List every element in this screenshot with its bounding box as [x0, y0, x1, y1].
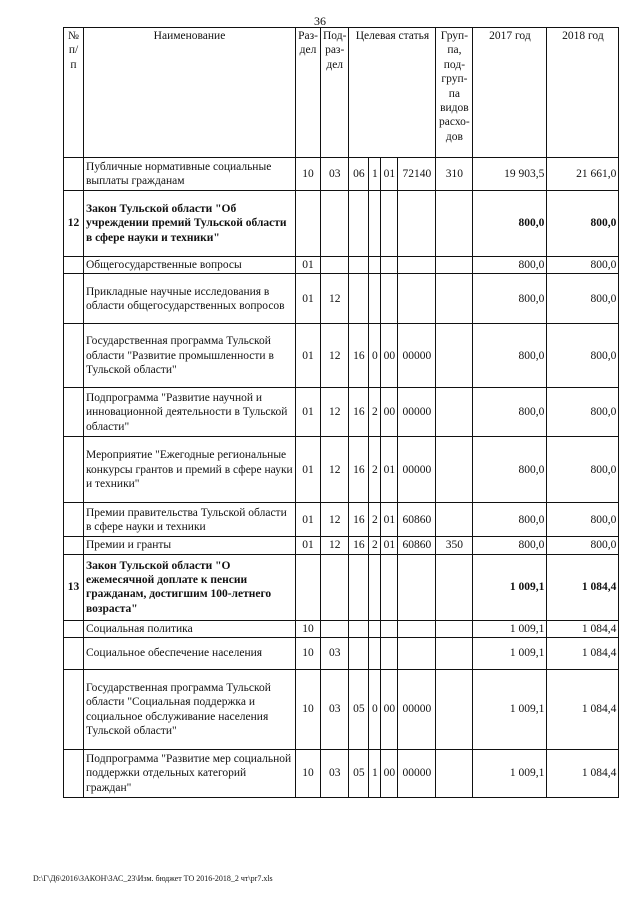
- row-podrazdel: 03: [321, 158, 349, 191]
- row-expense-group: [436, 324, 473, 388]
- row-2018: 21 661,0: [547, 158, 619, 191]
- table-row: [64, 274, 619, 324]
- row-target-program: 16: [349, 437, 369, 503]
- row-target-program: 16: [349, 537, 369, 554]
- table-row: [64, 437, 619, 503]
- row-2018: 1 084,4: [547, 670, 619, 750]
- table-row: [64, 158, 619, 191]
- header-num: № п/п: [64, 28, 84, 158]
- budget-table: [63, 27, 619, 798]
- row-name: Премии правительства Тульской области в сфере науки и техники: [84, 503, 296, 537]
- table-row: [64, 503, 619, 537]
- row-target-direction: 00000: [398, 324, 436, 388]
- row-target-direction: [398, 620, 436, 637]
- row-name: Публичные нормативные социальные выплаты гражданам: [84, 158, 296, 191]
- row-2017: 800,0: [473, 537, 547, 554]
- row-razdel: 10: [296, 638, 321, 670]
- row-num: [64, 620, 84, 637]
- row-target-direction: [398, 257, 436, 274]
- row-target-program: 05: [349, 670, 369, 750]
- row-2017: 800,0: [473, 191, 547, 257]
- row-podrazdel: 03: [321, 670, 349, 750]
- row-2018: 1 084,4: [547, 750, 619, 798]
- table-header-row: [64, 28, 619, 158]
- row-expense-group: [436, 670, 473, 750]
- row-target-subprogram: 0: [369, 670, 381, 750]
- row-target-direction: [398, 554, 436, 620]
- row-num: [64, 537, 84, 554]
- row-num: 13: [64, 554, 84, 620]
- row-razdel: 10: [296, 158, 321, 191]
- row-num: [64, 388, 84, 437]
- row-target-direction: 00000: [398, 670, 436, 750]
- row-target-direction: [398, 274, 436, 324]
- row-name: Государственная программа Тульской области "Развитие промышленности в Тульской области": [84, 324, 296, 388]
- table-row: [64, 191, 619, 257]
- row-2017: 19 903,5: [473, 158, 547, 191]
- row-target-subprogram: 2: [369, 437, 381, 503]
- row-target-measure: 00: [381, 750, 398, 798]
- row-2017: 800,0: [473, 437, 547, 503]
- row-2017: 800,0: [473, 503, 547, 537]
- row-num: [64, 437, 84, 503]
- row-num: [64, 638, 84, 670]
- row-num: [64, 503, 84, 537]
- page-number: 36: [314, 14, 326, 28]
- row-target-measure: [381, 554, 398, 620]
- row-target-direction: 60860: [398, 503, 436, 537]
- row-podrazdel: 12: [321, 437, 349, 503]
- row-expense-group: [436, 750, 473, 798]
- row-target-direction: 72140: [398, 158, 436, 191]
- row-target-subprogram: 2: [369, 388, 381, 437]
- row-expense-group: [436, 620, 473, 637]
- row-2017: 800,0: [473, 388, 547, 437]
- row-target-measure: 00: [381, 670, 398, 750]
- header-2017: 2017 год: [473, 28, 547, 158]
- row-expense-group: [436, 554, 473, 620]
- row-2018: 800,0: [547, 537, 619, 554]
- header-expense-group: Груп-па, под-груп-па видов расхо-дов: [436, 28, 473, 158]
- row-expense-group: [436, 257, 473, 274]
- row-podrazdel: 12: [321, 324, 349, 388]
- row-2018: 1 084,4: [547, 620, 619, 637]
- row-target-measure: 00: [381, 388, 398, 437]
- row-target-subprogram: [369, 191, 381, 257]
- row-target-measure: 01: [381, 503, 398, 537]
- header-name: Наименование: [84, 28, 296, 158]
- row-target-program: 16: [349, 503, 369, 537]
- header-razdel: Раз-дел: [296, 28, 321, 158]
- row-target-subprogram: [369, 620, 381, 637]
- row-name: Прикладные научные исследования в области общегосударственных вопросов: [84, 274, 296, 324]
- table-row: [64, 638, 619, 670]
- row-podrazdel: [321, 620, 349, 637]
- row-2017: 1 009,1: [473, 750, 547, 798]
- row-podrazdel: [321, 257, 349, 274]
- table-row: [64, 670, 619, 750]
- row-expense-group: [436, 437, 473, 503]
- row-razdel: 10: [296, 620, 321, 637]
- row-target-measure: 01: [381, 158, 398, 191]
- row-target-measure: 01: [381, 437, 398, 503]
- row-target-measure: [381, 620, 398, 637]
- row-target-measure: [381, 191, 398, 257]
- row-target-subprogram: [369, 274, 381, 324]
- header-podrazdel: Под-раз-дел: [321, 28, 349, 158]
- table-row: [64, 537, 619, 554]
- row-2018: 1 084,4: [547, 554, 619, 620]
- row-num: [64, 257, 84, 274]
- row-expense-group: 310: [436, 158, 473, 191]
- row-podrazdel: 12: [321, 503, 349, 537]
- row-target-program: [349, 274, 369, 324]
- row-expense-group: [436, 638, 473, 670]
- row-2018: 1 084,4: [547, 638, 619, 670]
- row-name: Социальное обеспечение населения: [84, 638, 296, 670]
- row-target-direction: 00000: [398, 750, 436, 798]
- row-2018: 800,0: [547, 257, 619, 274]
- row-target-program: 06: [349, 158, 369, 191]
- row-target-program: [349, 620, 369, 637]
- row-target-program: 05: [349, 750, 369, 798]
- row-2017: 1 009,1: [473, 554, 547, 620]
- row-razdel: 10: [296, 750, 321, 798]
- row-target-measure: 01: [381, 537, 398, 554]
- table-row: [64, 388, 619, 437]
- row-razdel: 01: [296, 503, 321, 537]
- row-target-measure: 00: [381, 324, 398, 388]
- row-target-subprogram: [369, 257, 381, 274]
- row-2017: 800,0: [473, 324, 547, 388]
- row-target-subprogram: 0: [369, 324, 381, 388]
- row-num: [64, 274, 84, 324]
- row-target-subprogram: 1: [369, 750, 381, 798]
- row-2018: 800,0: [547, 274, 619, 324]
- row-podrazdel: 12: [321, 537, 349, 554]
- row-target-direction: 00000: [398, 388, 436, 437]
- row-razdel: [296, 191, 321, 257]
- row-target-measure: [381, 274, 398, 324]
- row-razdel: 01: [296, 437, 321, 503]
- row-num: 12: [64, 191, 84, 257]
- table-row: [64, 620, 619, 637]
- row-razdel: 01: [296, 324, 321, 388]
- row-target-program: [349, 257, 369, 274]
- row-name: Премии и гранты: [84, 537, 296, 554]
- row-expense-group: 350: [436, 537, 473, 554]
- row-podrazdel: [321, 191, 349, 257]
- row-razdel: 01: [296, 274, 321, 324]
- row-expense-group: [436, 191, 473, 257]
- row-name: Мероприятие "Ежегодные региональные конкурсы грантов и премий в сфере науки и техники": [84, 437, 296, 503]
- row-target-program: 16: [349, 388, 369, 437]
- row-razdel: 01: [296, 257, 321, 274]
- row-target-direction: 00000: [398, 437, 436, 503]
- row-name: Социальная политика: [84, 620, 296, 637]
- row-podrazdel: 03: [321, 750, 349, 798]
- row-target-program: 16: [349, 324, 369, 388]
- row-target-subprogram: 2: [369, 537, 381, 554]
- row-podrazdel: 03: [321, 638, 349, 670]
- row-num: [64, 750, 84, 798]
- header-target-article: Целевая статья: [349, 28, 436, 158]
- row-2018: 800,0: [547, 324, 619, 388]
- row-name: Подпрограмма "Развитие мер социальной поддержки отдельных категорий граждан": [84, 750, 296, 798]
- row-2017: 1 009,1: [473, 620, 547, 637]
- row-razdel: [296, 554, 321, 620]
- row-2018: 800,0: [547, 388, 619, 437]
- row-expense-group: [436, 503, 473, 537]
- row-2017: 800,0: [473, 274, 547, 324]
- row-target-program: [349, 638, 369, 670]
- row-2018: 800,0: [547, 191, 619, 257]
- row-target-direction: [398, 638, 436, 670]
- row-expense-group: [436, 388, 473, 437]
- row-target-direction: 60860: [398, 537, 436, 554]
- row-target-program: [349, 191, 369, 257]
- row-name: Общегосударственные вопросы: [84, 257, 296, 274]
- row-2018: 800,0: [547, 437, 619, 503]
- row-target-subprogram: [369, 638, 381, 670]
- row-podrazdel: [321, 554, 349, 620]
- row-target-program: [349, 554, 369, 620]
- row-num: [64, 158, 84, 191]
- row-2017: 1 009,1: [473, 638, 547, 670]
- table-row: [64, 750, 619, 798]
- row-2017: 800,0: [473, 257, 547, 274]
- row-razdel: 01: [296, 537, 321, 554]
- row-target-direction: [398, 191, 436, 257]
- row-name: Закон Тульской области "О ежемесячной доплате к пенсии гражданам, достигшим 100-летнего возраста": [84, 554, 296, 620]
- row-num: [64, 324, 84, 388]
- row-target-measure: [381, 257, 398, 274]
- row-name: Подпрограмма "Развитие научной и инновационной деятельности в Тульской области": [84, 388, 296, 437]
- row-target-subprogram: 1: [369, 158, 381, 191]
- row-podrazdel: 12: [321, 274, 349, 324]
- row-expense-group: [436, 274, 473, 324]
- table-row: [64, 257, 619, 274]
- row-num: [64, 670, 84, 750]
- row-target-subprogram: 2: [369, 503, 381, 537]
- row-name: Государственная программа Тульской области "Социальная поддержка и социальное обслуживание населения Тульской области": [84, 670, 296, 750]
- row-target-measure: [381, 638, 398, 670]
- row-target-subprogram: [369, 554, 381, 620]
- row-razdel: 10: [296, 670, 321, 750]
- row-2017: 1 009,1: [473, 670, 547, 750]
- table-row: [64, 324, 619, 388]
- file-path-footer: D:\Г\Д6\2016\ЗАКОН\ЗАС_23\Изм. бюджет ТО 2016-2018_2 чт\pr7.xls: [33, 874, 273, 883]
- row-name: Закон Тульской области "Об учреждении премий Тульской области в сфере науки и техники": [84, 191, 296, 257]
- row-razdel: 01: [296, 388, 321, 437]
- row-podrazdel: 12: [321, 388, 349, 437]
- table-row: [64, 554, 619, 620]
- row-2018: 800,0: [547, 503, 619, 537]
- header-2018: 2018 год: [547, 28, 619, 158]
